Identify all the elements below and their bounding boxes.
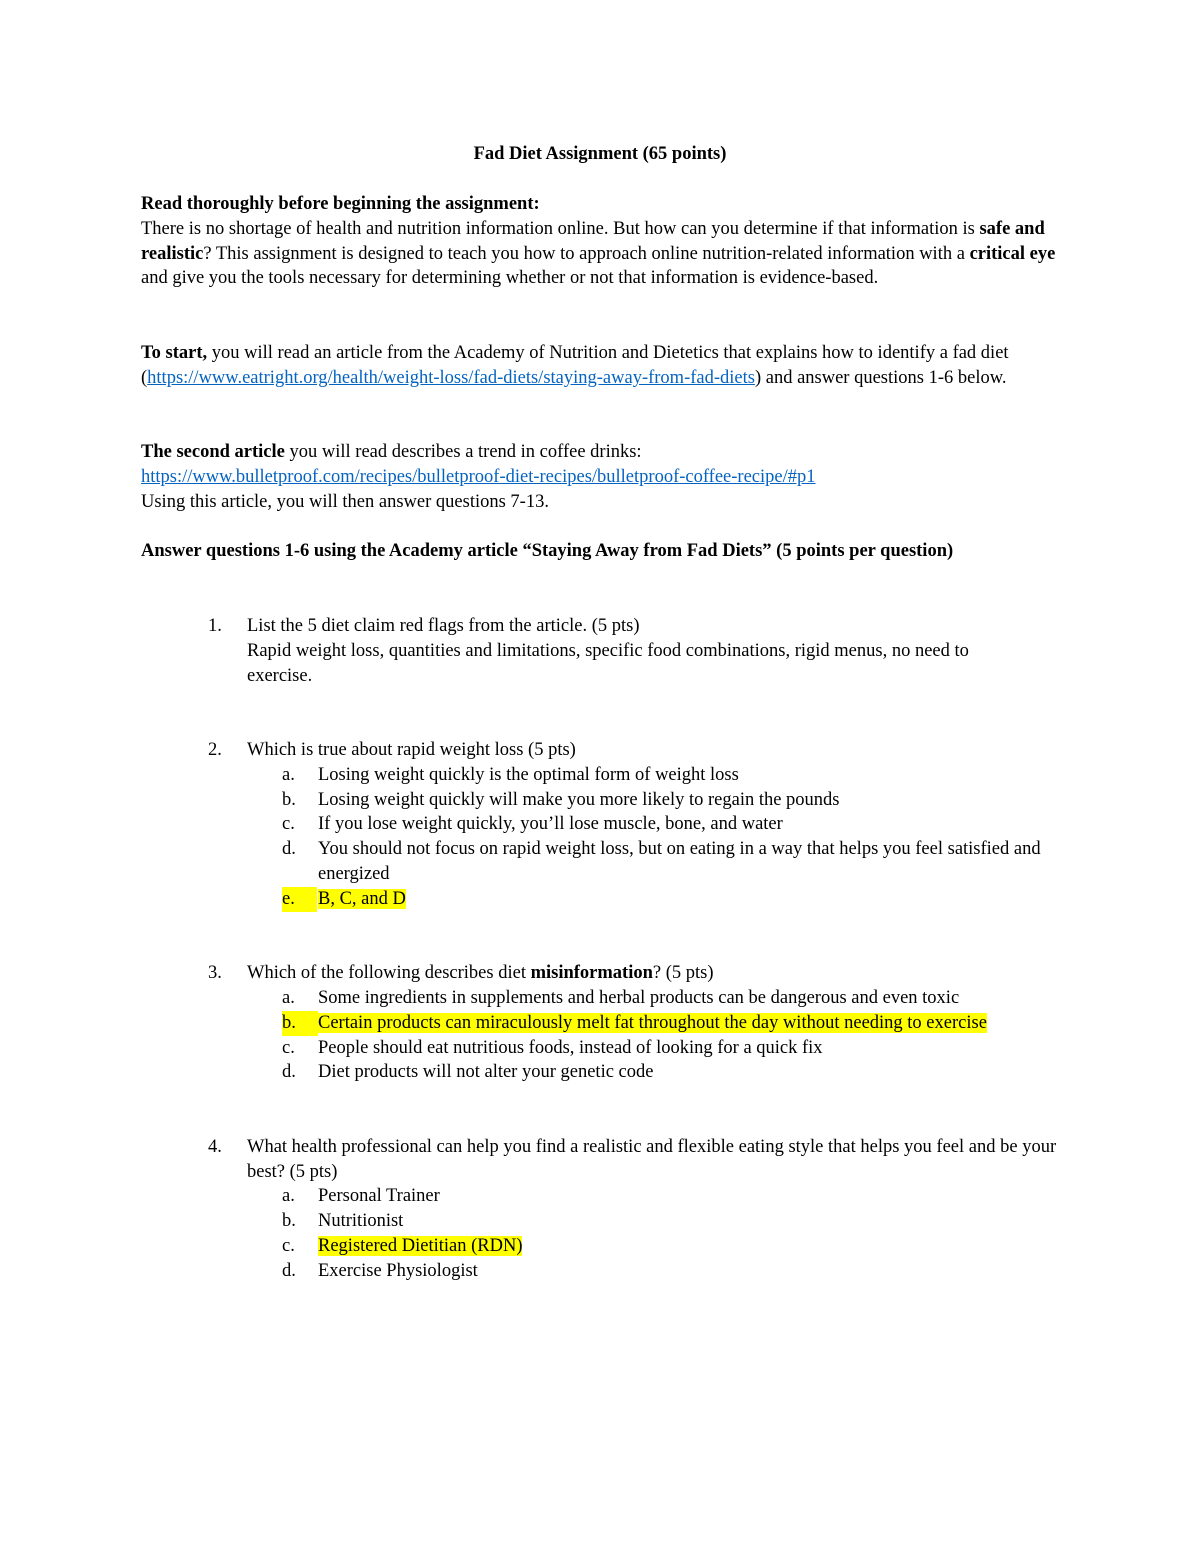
document-title: Fad Diet Assignment (65 points) bbox=[473, 144, 727, 164]
start-paragraph: To start, you will read an article from the Academy of Nutrition and Dietetics that explains how to identify a fad diet (https://www.eatright.org/health/weight-loss/fad-diets/staying-away-from-fad-diets) and answer questions 1-6 below. bbox=[141, 343, 1009, 388]
option-2e-highlighted: e. B, C, and D bbox=[0, 887, 1058, 912]
option-4d: d. Exercise Physiologist bbox=[282, 1260, 478, 1281]
option-2a: a. Losing weight quickly is the optimal form of weight loss bbox=[282, 764, 739, 785]
question-2 bbox=[0, 738, 1057, 763]
option-3a: a. Some ingredients in supplements and herbal products can be dangerous and even toxic bbox=[282, 987, 960, 1008]
option-4a: a. Personal Trainer bbox=[282, 1186, 440, 1207]
option-2c: c. If you lose weight quickly, you’ll lose muscle, bone, and water bbox=[282, 814, 783, 835]
option-4c-highlighted: c. Registered Dietitian (RDN) bbox=[282, 1235, 523, 1256]
intro-heading: Read thoroughly before beginning the assignment: bbox=[141, 194, 540, 214]
question-1 bbox=[0, 614, 1057, 639]
eatright-article-link[interactable]: https://www.eatright.org/health/weight-loss/fad-diets/staying-away-from-fad-diets bbox=[147, 367, 755, 388]
intro-section bbox=[141, 192, 1061, 291]
question-text: Which of the following describes diet misinformation? (5 pts) bbox=[247, 963, 714, 984]
question-number: 4. bbox=[208, 1136, 222, 1157]
section-heading: Answer questions 1-6 using the Academy article “Staying Away from Fad Diets” (5 points per question) bbox=[141, 541, 954, 561]
option-3d: d. Diet products will not alter your genetic code bbox=[282, 1062, 654, 1083]
question-number: 2. bbox=[208, 739, 222, 760]
question-text: List the 5 diet claim red flags from the article. (5 pts) bbox=[247, 616, 640, 636]
option-4b: b. Nutritionist bbox=[282, 1211, 404, 1232]
question-text: Which is true about rapid weight loss (5 pts) bbox=[247, 739, 576, 760]
option-2d: d. You should not focus on rapid weight loss, but on eating in a way that helps you feel satisfied and energized bbox=[282, 839, 1041, 884]
question-1-answer: Rapid weight loss, quantities and limitations, specific food combinations, rigid menus, no need to exercise. bbox=[247, 640, 969, 686]
question-3 bbox=[0, 961, 1057, 986]
option-3c: c. People should eat nutritious foods, instead of looking for a quick fix bbox=[282, 1037, 823, 1058]
question-4 bbox=[0, 1135, 1057, 1185]
question-number: 1. bbox=[208, 616, 222, 636]
second-article-paragraph: The second article you will read describes a trend in coffee drinks: https://www.bulletproof.com/recipes/bulletproof-diet-recipes/bulletproof-coffee-recipe/#p1 Using this article, you will then answer questions 7-13. bbox=[141, 442, 816, 512]
option-3b-highlighted: b. Certain products can miraculously melt fat throughout the day without needing to exercise bbox=[0, 1011, 1058, 1036]
questions-list bbox=[0, 614, 1200, 1284]
question-text: What health professional can help you find a realistic and flexible eating style that helps you feel and be your best? (5 pts) bbox=[247, 1136, 1057, 1182]
question-number: 3. bbox=[208, 963, 222, 984]
bulletproof-article-link[interactable]: https://www.bulletproof.com/recipes/bulletproof-diet-recipes/bulletproof-coffee-recipe/#p1 bbox=[141, 466, 816, 487]
intro-paragraph: There is no shortage of health and nutrition information online. But how can you determine if that information is safe and realistic? This assignment is designed to teach you how to approach online nutrition-related information with a critical eye and give you the tools necessary for determining whether or not that information is evidence-based. bbox=[141, 218, 1056, 289]
option-2b: b. Losing weight quickly will make you more likely to regain the pounds bbox=[282, 789, 840, 810]
